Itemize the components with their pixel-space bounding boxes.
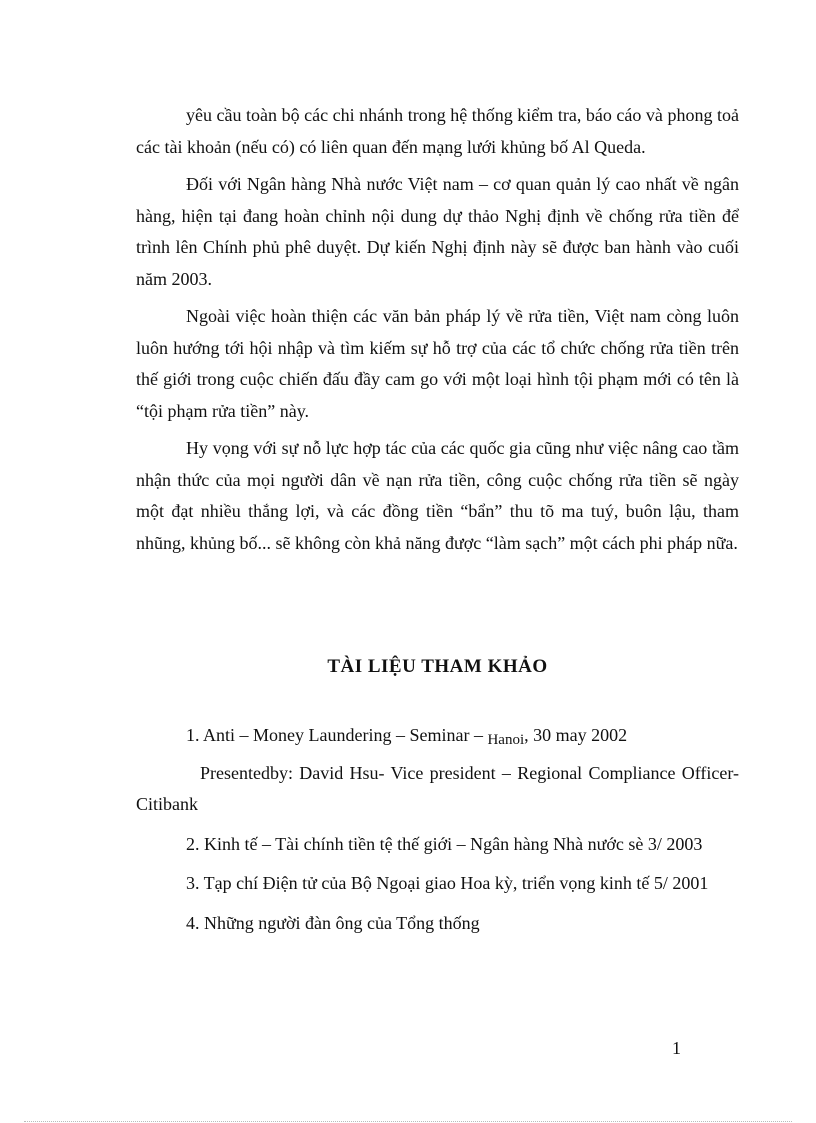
- page-bottom-divider: [24, 1121, 792, 1122]
- paragraph: yêu cầu toàn bộ các chi nhánh trong hệ thống kiểm tra, báo cáo và phong toả các tài khoản (nếu có) có liên quan đến mạng lưới khủng bố Al Queda.: [136, 105, 739, 157]
- references-heading: TÀI LIỆU THAM KHẢO: [327, 656, 548, 677]
- reference-1-presenter: Presentedby: David Hsu- Vice president – Regional Compliance Officer- Citibank: [136, 762, 739, 814]
- reference-item-1: [136, 720, 739, 754]
- paragraph: Đối với Ngân hàng Nhà nước Việt nam – cơ quan quản lý cao nhất về ngân hàng, hiện tại đang hoàn chỉnh nội dung dự thảo Nghị định về chống rửa tiền để trình lên Chính phủ phê duyệt. Dự kiến Nghị định này sẽ được ban hành vào cuối năm 2003.: [136, 174, 739, 289]
- paragraph: Hy vọng với sự nỗ lực hợp tác của các quốc gia cũng như việc nâng cao tầm nhận thức của mọi người dân về nạn rửa tiền, công cuộc chống rửa tiền sẽ ngày một đạt nhiều thắng lợi, và các đồng tiền “bẩn” thu tõ ma tuý, buôn lậu, tham nhũng, khủng bố... sẽ không còn khả năng được “làm sạch” một cách phi pháp nữa.: [136, 438, 739, 553]
- page-number: 1: [672, 1038, 681, 1058]
- reference-1-date: , 30 may 2002: [524, 725, 628, 745]
- references-list: [136, 720, 739, 947]
- reference-item-4: 4. Những người đàn ông của Tổng thống: [186, 912, 480, 933]
- reference-item-2: 2. Kinh tế – Tài chính tiền tệ thế giới – Ngân hàng Nhà nước sè 3/ 2003: [186, 833, 703, 854]
- reference-1-city: Hanoi: [487, 732, 525, 748]
- reference-1-title: 1. Anti – Money Laundering – Seminar –: [186, 725, 488, 745]
- reference-item-3: 3. Tạp chí Điện tử của Bộ Ngoại giao Hoa kỳ, triển vọng kinh tế 5/ 2001: [186, 873, 709, 893]
- paragraph: Ngoài việc hoàn thiện các văn bản pháp lý về rửa tiền, Việt nam còng luôn luôn hướng tới hội nhập và tìm kiếm sự hỗ trợ của các tổ chức chống rửa tiền trên thế giới trong cuộc chiến đấu đầy cam go với một loại hình tội phạm mới có tên là “tội phạm rửa tiền” này.: [136, 306, 739, 421]
- body-text: [136, 100, 739, 565]
